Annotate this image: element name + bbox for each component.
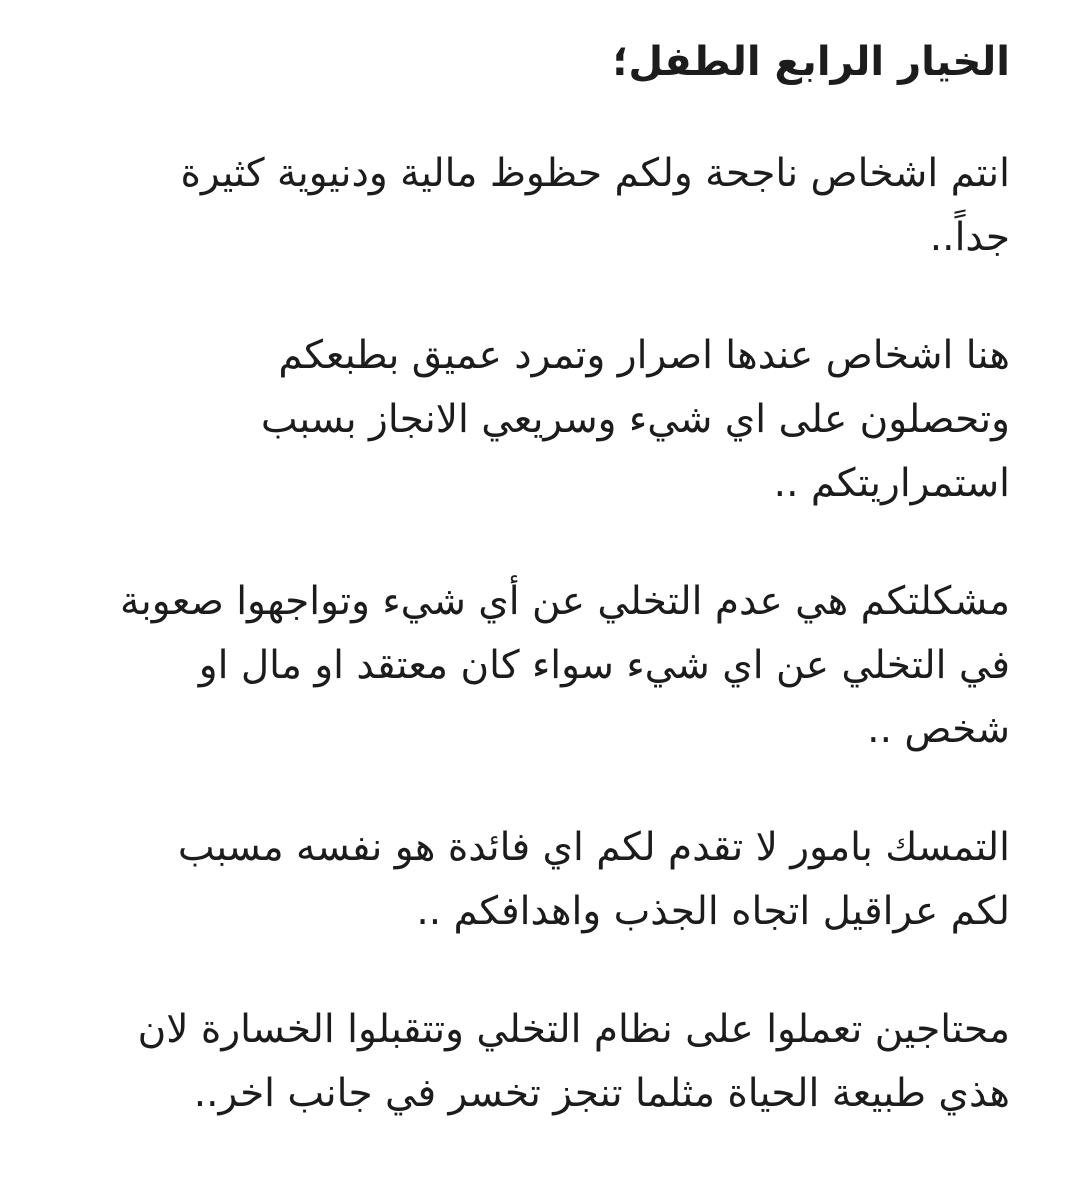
paragraph-line: مشكلتكم هي عدم التخلي عن أي شيء وتواجهوا صعوبة — [119, 579, 1010, 624]
paragraph-line: في التخلي عن اي شيء سواء كان معتقد او مال او — [198, 643, 1010, 688]
document-title: الخيار الرابع الطفل؛ — [612, 39, 1010, 85]
paragraph-problem — [60, 570, 1010, 762]
paragraph-success — [60, 142, 1010, 270]
paragraph-line: محتاجين تعملوا على نظام التخلي وتتقبلوا الخسارة لان — [137, 1007, 1010, 1052]
paragraph-line: هنا اشخاص عندها اصرار وتمرد عميق بطبعكم — [278, 333, 1010, 378]
paragraph-persistence — [60, 324, 1010, 516]
paragraph-line: استمراريتكم .. — [773, 461, 1010, 506]
paragraph-line: شخص .. — [867, 707, 1010, 752]
paragraph-line: انتم اشخاص ناجحة ولكم حظوظ مالية ودنيوية كثيرة — [180, 151, 1010, 196]
paragraph-line: وتحصلون على اي شيء وسريعي الانجاز بسبب — [260, 397, 1010, 442]
paragraph-letting-go — [60, 998, 1010, 1126]
paragraph-line: جداً.. — [929, 215, 1010, 260]
paragraph-line: التمسك بامور لا تقدم لكم اي فائدة هو نفسه مسبب — [177, 825, 1010, 870]
paragraph-attachment — [60, 816, 1010, 944]
paragraph-line: هذي طبيعة الحياة مثلما تنجز تخسر في جانب اخر.. — [193, 1071, 1010, 1116]
paragraph-line: لكم عراقيل اتجاه الجذب واهدافكم .. — [416, 889, 1010, 934]
